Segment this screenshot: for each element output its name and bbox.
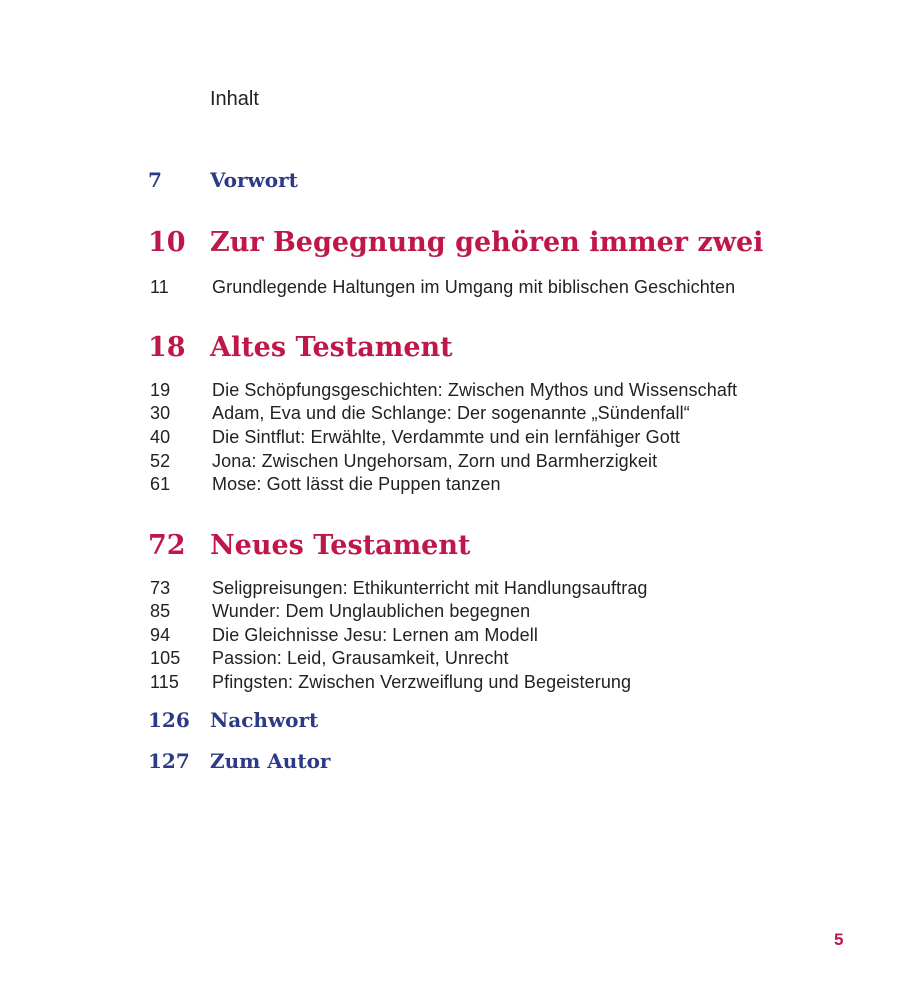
toc-entry[interactable]: [148, 277, 735, 298]
page-number: 19: [150, 380, 171, 400]
page-number: 73: [150, 578, 171, 598]
toc-item-zum-autor[interactable]: [148, 749, 330, 773]
toc-entry[interactable]: [148, 427, 680, 448]
page-number: 10: [148, 227, 186, 258]
toc-entry[interactable]: [148, 380, 737, 401]
page-number: 72: [148, 530, 186, 561]
page-number: 105: [150, 648, 181, 668]
toc-section-begegnung[interactable]: [148, 227, 763, 258]
page-number: 115: [150, 672, 179, 692]
entry-title: Pfingsten: Zwischen Verzweiflung und Begeisterung: [212, 672, 632, 692]
toc-entry[interactable]: [148, 403, 690, 424]
entry-title: Die Gleichnisse Jesu: Lernen am Modell: [212, 625, 538, 645]
toc-section-altes-testament[interactable]: [148, 332, 453, 363]
entry-title: Wunder: Dem Unglaublichen begegnen: [212, 601, 531, 621]
section-title: Nachwort: [210, 708, 319, 732]
section-title: Vorwort: [210, 168, 298, 192]
toc-entry[interactable]: [148, 451, 657, 472]
entry-title: Adam, Eva und die Schlange: Der sogenannte „Sündenfall“: [212, 403, 690, 423]
toc-heading: Inhalt: [210, 88, 259, 110]
entry-title: Die Schöpfungsgeschichten: Zwischen Mythos und Wissenschaft: [212, 380, 738, 400]
toc-entry[interactable]: [148, 648, 509, 669]
toc-entry[interactable]: [148, 625, 538, 646]
toc-entry[interactable]: [148, 601, 530, 622]
entry-title: Seligpreisungen: Ethikunterricht mit Handlungsauftrag: [212, 578, 648, 598]
page-number: 127: [148, 749, 190, 773]
page-number: 94: [150, 625, 171, 645]
section-title: Zum Autor: [210, 749, 331, 773]
section-title: Neues Testament: [210, 530, 471, 561]
entry-title: Mose: Gott lässt die Puppen tanzen: [212, 474, 501, 494]
entry-title: Passion: Leid, Grausamkeit, Unrecht: [212, 648, 509, 668]
page-number-footer: 5: [834, 930, 844, 949]
page-number: 30: [150, 403, 171, 423]
toc-entry[interactable]: [148, 578, 648, 599]
page-number: 85: [150, 601, 171, 621]
page-number: 61: [150, 474, 171, 494]
entry-title: Grundlegende Haltungen im Umgang mit biblischen Geschichten: [212, 277, 736, 297]
toc-entry[interactable]: [148, 672, 631, 693]
page-number: 11: [150, 277, 169, 297]
toc-item-vorwort[interactable]: [148, 168, 298, 192]
toc-entry[interactable]: [148, 474, 501, 495]
section-title: Altes Testament: [210, 332, 453, 363]
section-title: Zur Begegnung gehören immer zwei: [210, 227, 764, 258]
page-number: 18: [148, 332, 186, 363]
page-number: 52: [150, 451, 171, 471]
entry-title: Die Sintflut: Erwählte, Verdammte und ein lernfähiger Gott: [212, 427, 681, 447]
page-number: 126: [148, 708, 190, 732]
page-number: 7: [148, 168, 162, 192]
toc-item-nachwort[interactable]: [148, 708, 318, 732]
entry-title: Jona: Zwischen Ungehorsam, Zorn und Barmherzigkeit: [212, 451, 658, 471]
toc-section-neues-testament[interactable]: [148, 530, 470, 561]
page-number: 40: [150, 427, 171, 447]
